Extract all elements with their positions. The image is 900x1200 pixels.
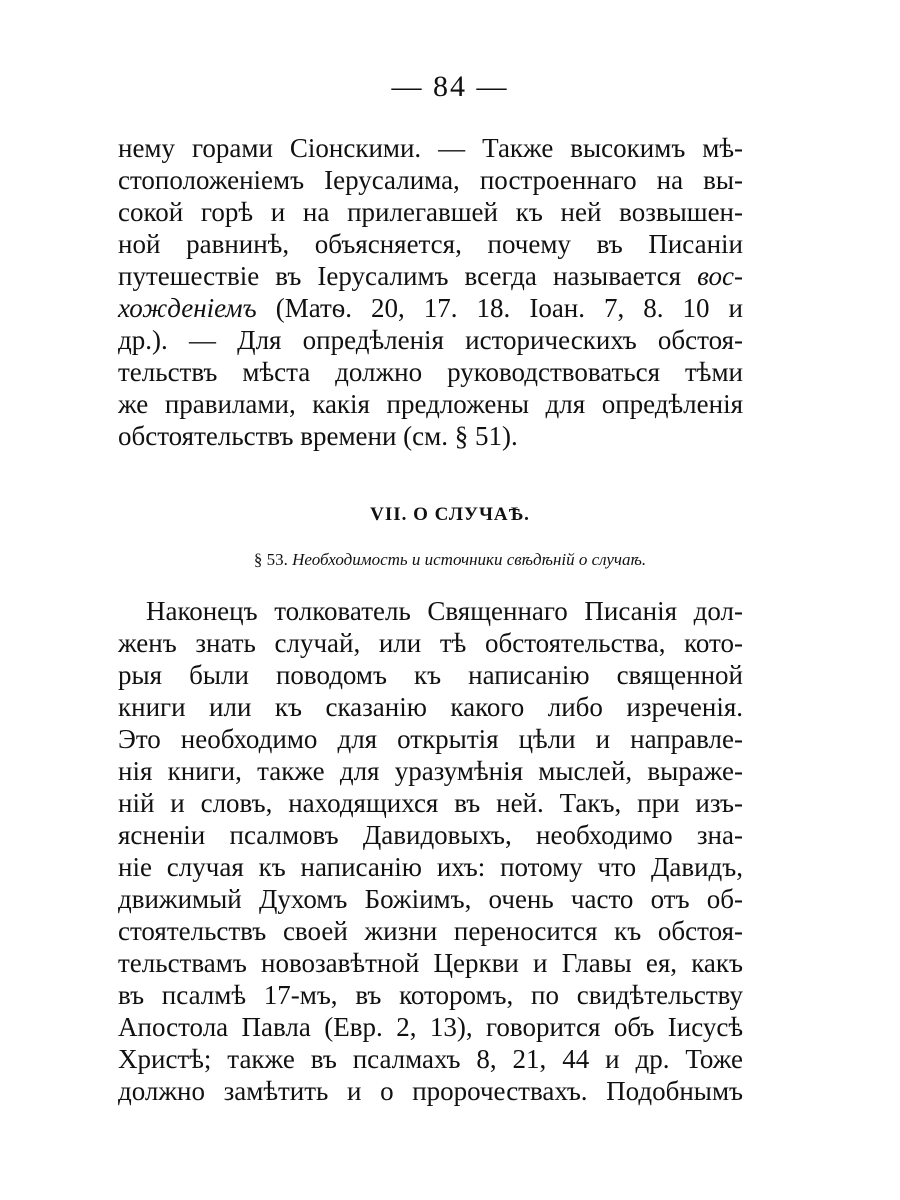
text-line: Апостола Павла (Евр. 2, 13), говорится объ Іисусѣ xyxy=(118,1012,743,1042)
text-line: должно замѣтить и о пророчествахъ. Подобнымъ xyxy=(118,1076,743,1106)
text-line: же правилами, какія предложены для опредѣленія xyxy=(118,389,743,419)
text-line: нему горами Сіонскими. — Также высокимъ мѣ- xyxy=(118,133,743,163)
text-run: (Матѳ. 20, 17. 18. Іоан. 7, 8. 10 и xyxy=(256,293,743,323)
text-line xyxy=(118,292,743,324)
text-line: ясненіи псалмовъ Давидовыхъ, необходимо зна- xyxy=(118,820,743,850)
paragraph-2 xyxy=(118,595,743,1107)
section-subheading xyxy=(0,550,900,570)
text-line: сокой горѣ и на прилегавшей къ ней возвышен- xyxy=(118,197,743,227)
text-line: женъ знать случай, или тѣ обстоятельства, кото- xyxy=(118,628,743,658)
paragraph-number: § 53. xyxy=(253,550,288,569)
text-line xyxy=(118,260,743,292)
text-line: ній и словъ, находящихся въ ней. Такъ, при изъ- xyxy=(118,788,743,818)
page-number: — 84 — xyxy=(391,70,509,103)
text-line: Это необходимо для открытія цѣли и направле- xyxy=(118,724,743,754)
section-heading: VII. О СЛУЧАѢ. xyxy=(370,504,530,525)
paragraph-1 xyxy=(118,132,743,452)
text-line: тельствъ мѣста должно руководствоваться тѣми xyxy=(118,357,743,387)
text-line: рыя были поводомъ къ написанію священной xyxy=(118,660,743,690)
italic-run: хожденіемъ xyxy=(118,293,257,323)
text-line: ніе случая къ написанію ихъ: потому что Давидъ, xyxy=(118,852,743,882)
text-line: Христѣ; также въ псалмахъ 8, 21, 44 и др. Тоже xyxy=(118,1044,743,1074)
text-line: Наконецъ толкователь Священнаго Писанія дол- xyxy=(146,596,743,626)
text-line: ной равнинѣ, объясняется, почему въ Писаніи xyxy=(118,229,743,259)
text-line: тельствамъ новозавѣтной Церкви и Главы ея, какъ xyxy=(118,948,743,978)
text-line: книги или къ сказанію какого либо изреченія. xyxy=(118,692,743,722)
text-line: нія книги, также для уразумѣнія мыслей, выраже- xyxy=(118,756,743,786)
text-line: стоположеніемъ Іерусалима, построеннаго на вы- xyxy=(118,165,743,195)
text-line: др.). — Для опредѣленія историческихъ обстоя- xyxy=(118,325,743,355)
text-run: путешествіе въ Іерусалимъ всегда называется xyxy=(118,261,682,291)
subheading-title: Необходимость и источники свѣдѣній о случаѣ. xyxy=(292,550,647,569)
italic-run: вос- xyxy=(697,261,744,291)
text-line: обстоятельствъ времени (см. § 51). xyxy=(118,421,518,451)
text-line: въ псалмѣ 17-мъ, въ которомъ, по свидѣтельству xyxy=(118,980,743,1010)
text-line: движимый Духомъ Божіимъ, очень часто отъ об- xyxy=(118,884,743,914)
text-line: стоятельствъ своей жизни переносится къ обстоя- xyxy=(118,916,743,946)
